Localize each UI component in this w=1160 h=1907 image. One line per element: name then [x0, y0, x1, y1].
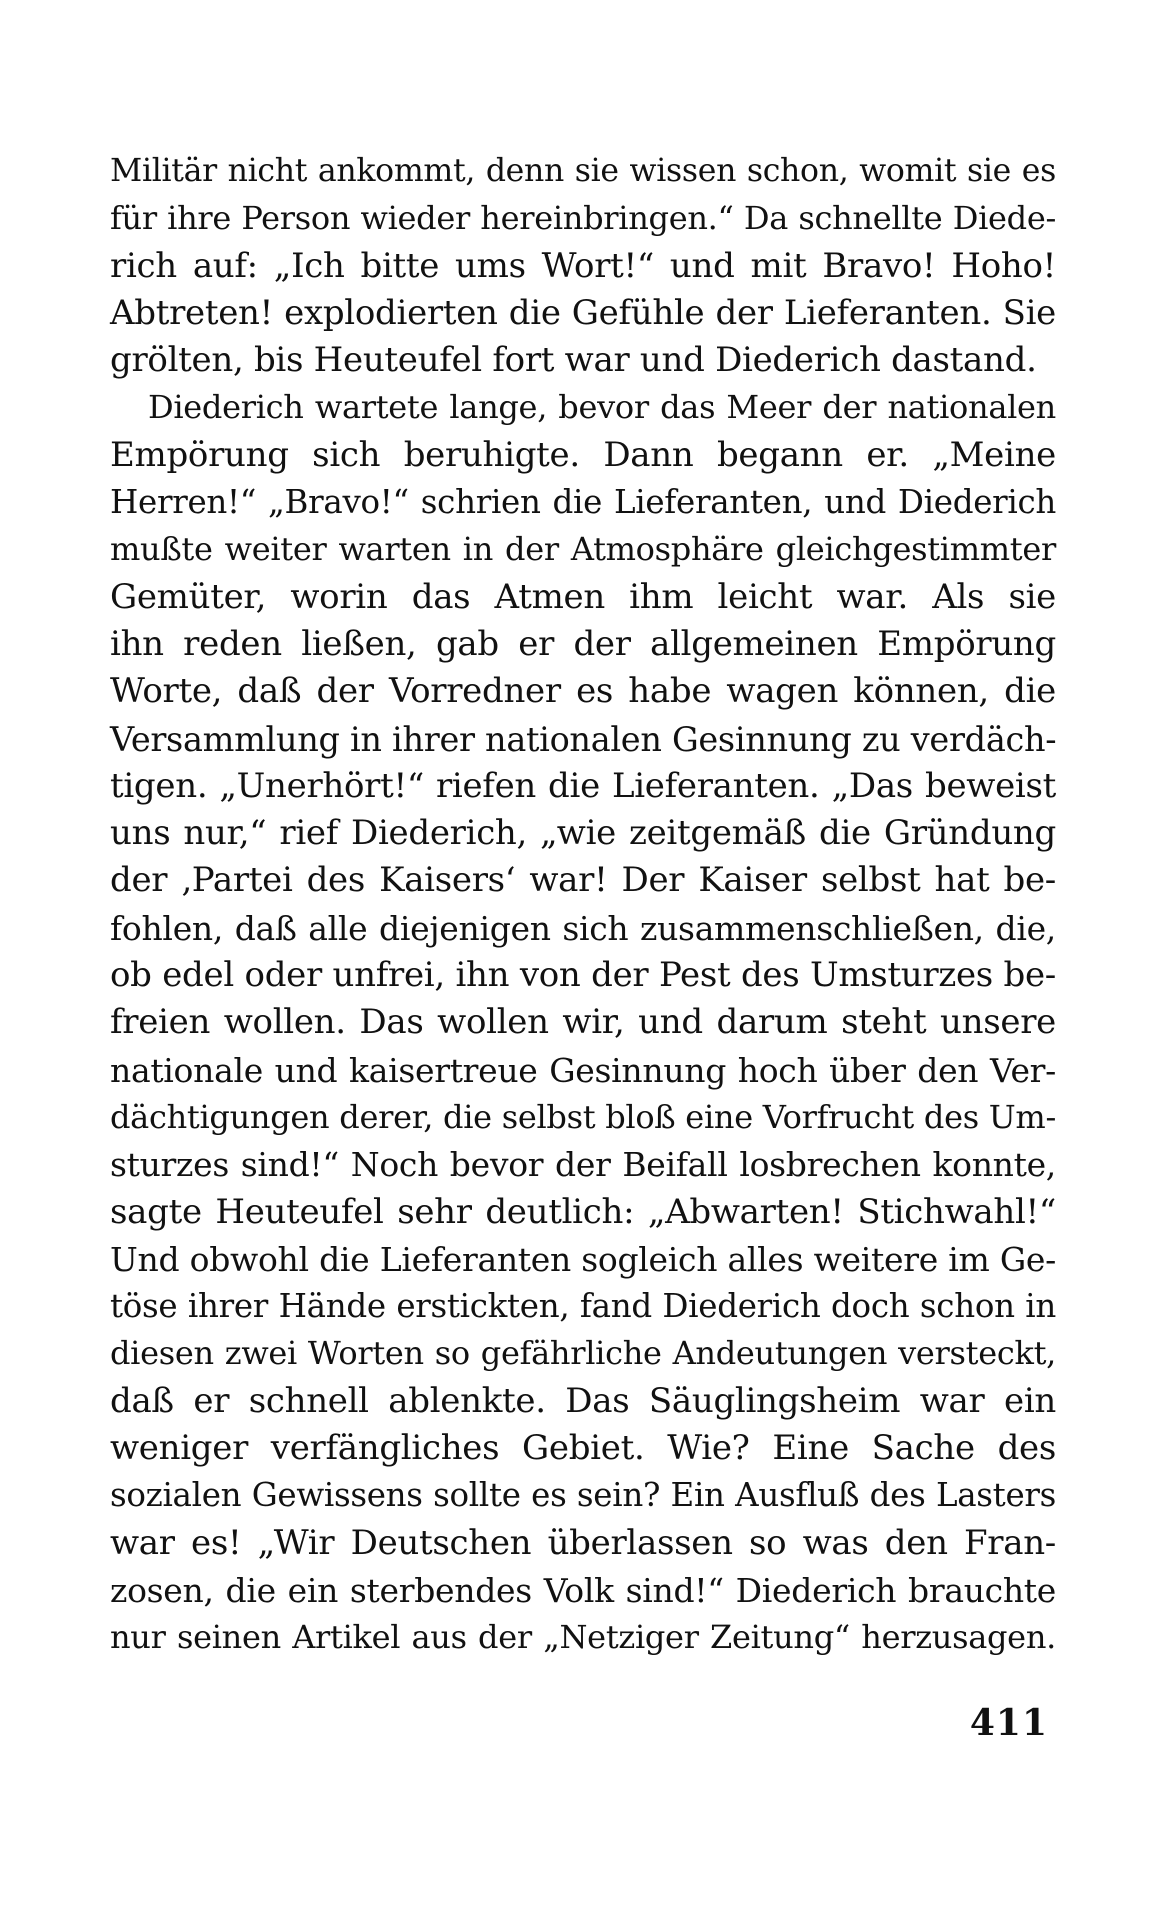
text-line: Militär nicht ankommt, denn sie wissen schon, womit sie es [110, 153, 1056, 189]
text-line: töse ihrer Hände erstickten, fand Diederich doch schon in [110, 1287, 1056, 1326]
text-line: fohlen, daß alle diejenigen sich zusammenschließen, die, [110, 908, 1056, 948]
text-line: zosen, die ein sterbendes Volk sind!“ Diederich brauchte [110, 1570, 1056, 1610]
text-line: sagte Heuteufel sehr deutlich: „Abwarten! Stichwahl!“ [110, 1191, 1056, 1232]
text-line: dächtigungen derer, die selbst bloß eine Vorfrucht des Um- [110, 1097, 1056, 1136]
text-line: nur seinen Artikel aus der „Netziger Zeitung“ herzusagen. [110, 1618, 1056, 1657]
text-line: ob edel oder unfrei, ihn von der Pest des Umsturzes be- [110, 955, 1056, 996]
text-line: sozialen Gewissens sollte es sein? Ein Ausfluß des Lasters [110, 1476, 1056, 1515]
text-line: rich auf: „Ich bitte ums Wort!“ und mit Bravo! Hoho! [110, 245, 1056, 286]
text-line: Und obwohl die Lieferanten sogleich alles weitere im Ge- [110, 1239, 1056, 1279]
text-line: Worte, daß der Vorredner es habe wagen können, die [110, 671, 1056, 712]
text-line: für ihre Person wieder hereinbringen.“ Da schnellte Diede- [110, 199, 1056, 238]
text-line: Herren!“ „Bravo!“ schrien die Lieferanten, und Diederich [110, 483, 1056, 522]
text-line: weniger verfängliches Gebiet. Wie? Eine Sache des [110, 1428, 1056, 1469]
text-line: Empörung sich beruhigte. Dann begann er. „Meine [110, 434, 1056, 475]
text-line: nationale und kaisertreue Gesinnung hoch über den Ver- [110, 1050, 1056, 1090]
text-line: diesen zwei Worten so gefährliche Andeutungen versteckt, [110, 1334, 1056, 1373]
text-line: freien wollen. Das wollen wir, und darum steht unsere [110, 1002, 1056, 1043]
text-line: Diederich wartete lange, bevor das Meer der nationalen [148, 388, 1056, 427]
text-line: uns nur,“ rief Diederich, „wie zeitgemäß die Gründung [110, 813, 1056, 854]
text-line: ihn reden ließen, gab er der allgemeinen Empörung [110, 623, 1056, 664]
text-line: Abtreten! explodierten die Gefühle der Lieferanten. Sie [110, 292, 1056, 333]
text-line: Gemüter, worin das Atmen ihm leicht war. Als sie [110, 576, 1056, 617]
text-line: war es! „Wir Deutschen überlassen so was den Fran- [110, 1522, 1056, 1563]
text-line: grölten, bis Heuteufel fort war und Diederich dastand. [110, 340, 1037, 381]
text-line: daß er schnell ablenkte. Das Säuglingsheim war ein [110, 1380, 1056, 1421]
page-number: 411 [969, 1702, 1048, 1744]
body-text [110, 148, 1056, 1662]
text-line: mußte weiter warten in der Atmosphäre gleichgestimmter [110, 530, 1056, 569]
text-line: sturzes sind!“ Noch bevor der Beifall losbrechen konnte, [110, 1145, 1056, 1185]
text-line: tigen. „Unerhört!“ riefen die Lieferanten. „Das beweist [110, 765, 1056, 806]
text-line: Versammlung in ihrer nationalen Gesinnung zu verdäch- [110, 719, 1057, 759]
text-line: der ‚Partei des Kaisers‘ war! Der Kaiser selbst hat be- [110, 860, 1056, 901]
